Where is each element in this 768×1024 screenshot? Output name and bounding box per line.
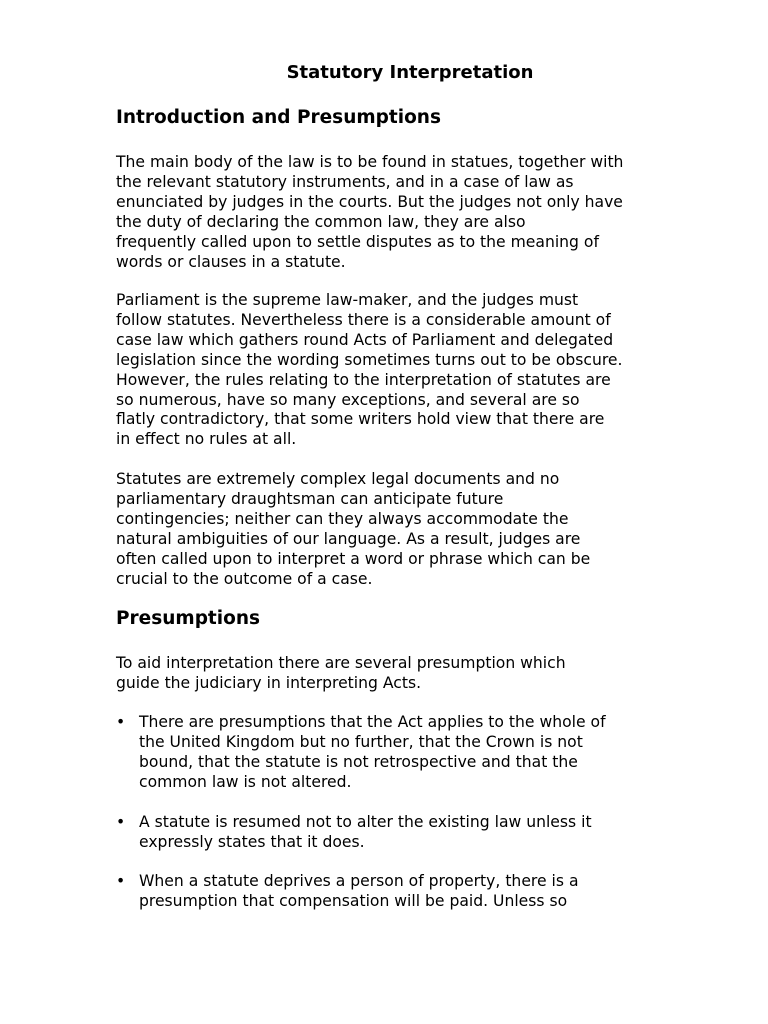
paragraph-law-sources: The main body of the law is to be found in statues, together with the relevant statutory instruments, and in a case of law as enunciated by judges in the courts. But the judges not only have the duty of declaring the common law, they are also frequently called upon to settle disputes as to the meaning of words or clauses in a statute.	[116, 153, 624, 271]
paragraph-statutes-complex: Statutes are extremely complex legal documents and no parliamentary draughtsman can anticipate future contingencies; neither can they always accommodate the natural ambiguities of our language. As a result, judges are often called upon to interpret a word or phrase which can be crucial to the outcome of a case.	[116, 470, 591, 588]
document-title: Statutory Interpretation	[286, 62, 534, 83]
bullet-text: A statute is resumed not to alter the existing law unless it expressly states that it does.	[139, 813, 592, 851]
section-heading-introduction: Introduction and Presumptions	[116, 107, 441, 128]
bullet-list-item	[116, 872, 716, 912]
paragraph-parliament: Parliament is the supreme law-maker, and the judges must follow statutes. Nevertheless there is a considerable amount of case law which gathers round Acts of Parliament and delegated legislation since the wording sometimes turns out to be obscure. However, the rules relating to the interpretation of statutes are so numerous, have so many exceptions, and several are so flatly contradictory, that some writers hold view that there are in effect no rules at all.	[116, 291, 623, 449]
bullet-text: There are presumptions that the Act applies to the whole of the United Kingdom but no further, that the Crown is not bound, that the statute is not retrospective and that the common law is not altered.	[139, 713, 606, 791]
paragraph-aid-interpretation: To aid interpretation there are several presumption which guide the judiciary in interpreting Acts.	[116, 654, 566, 692]
bullet-icon: •	[116, 872, 126, 890]
bullet-icon: •	[116, 713, 126, 731]
bullet-text: When a statute deprives a person of property, there is a presumption that compensation will be paid. Unless so	[139, 872, 579, 910]
bullet-list-item	[116, 713, 716, 793]
bullet-icon: •	[116, 813, 126, 831]
bullet-list-item	[116, 813, 716, 853]
section-heading-presumptions: Presumptions	[116, 608, 261, 629]
